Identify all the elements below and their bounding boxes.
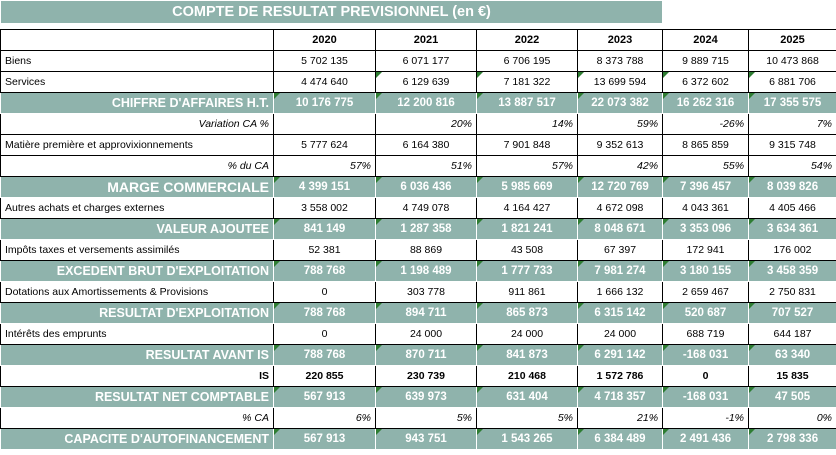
value-cell[interactable]: 5 985 669	[477, 177, 578, 198]
table-row	[1, 324, 836, 345]
year-header-row	[1, 30, 836, 51]
value-cell[interactable]: 6 164 380	[376, 135, 477, 156]
total-row	[1, 387, 836, 408]
value-cell[interactable]: 8 865 859	[663, 135, 749, 156]
value-cell[interactable]: 1 572 786	[578, 366, 663, 387]
table-row	[1, 72, 836, 93]
row-label[interactable]: RESULTAT AVANT IS	[1, 345, 274, 366]
value-cell[interactable]: 0	[274, 324, 376, 345]
value-cell[interactable]: 4 405 466	[749, 198, 836, 219]
row-label[interactable]: RESULTAT D'EXPLOITATION	[1, 303, 274, 324]
row-label[interactable]: EXCEDENT BRUT D'EXPLOITATION	[1, 261, 274, 282]
value-cell[interactable]: 520 687	[663, 303, 749, 324]
value-cell[interactable]: 51%	[376, 156, 477, 177]
value-cell[interactable]: 707 527	[749, 303, 836, 324]
value-cell[interactable]: 5 702 135	[274, 51, 376, 72]
header-label-cell[interactable]	[1, 30, 274, 51]
value-cell[interactable]: 3 180 155	[663, 261, 749, 282]
value-cell[interactable]: 176 002	[749, 240, 836, 261]
value-cell[interactable]: 2 750 831	[749, 282, 836, 303]
value-cell[interactable]: 6 071 177	[376, 51, 477, 72]
total-row	[1, 303, 836, 324]
value-cell[interactable]: -1%	[663, 408, 749, 429]
value-cell[interactable]: 14%	[477, 114, 578, 135]
value-cell[interactable]: 8 039 826	[749, 177, 836, 198]
value-cell[interactable]: 13 699 594	[578, 72, 663, 93]
value-cell[interactable]: 788 768	[274, 261, 376, 282]
value-cell[interactable]: -168 031	[663, 345, 749, 366]
value-cell[interactable]: 10 473 868	[749, 51, 836, 72]
value-cell[interactable]: 6 036 436	[376, 177, 477, 198]
value-cell[interactable]: 54%	[749, 156, 836, 177]
value-cell[interactable]: 7%	[749, 114, 836, 135]
value-cell[interactable]: 52 381	[274, 240, 376, 261]
year-header[interactable]: 2023	[578, 30, 663, 51]
value-cell[interactable]: 4 164 427	[477, 198, 578, 219]
value-cell[interactable]: 788 768	[274, 345, 376, 366]
value-cell[interactable]: 1 666 132	[578, 282, 663, 303]
value-cell[interactable]: 15 835	[749, 366, 836, 387]
value-cell[interactable]: 1 821 241	[477, 219, 578, 240]
sheet-title: COMPTE DE RESULTAT PREVISIONNEL (en €)	[1, 1, 663, 24]
row-label[interactable]: IS	[1, 366, 274, 387]
percentage-row	[1, 114, 836, 135]
value-cell[interactable]: 220 855	[274, 366, 376, 387]
value-cell[interactable]: 5%	[376, 408, 477, 429]
value-cell[interactable]: 9 352 613	[578, 135, 663, 156]
value-cell[interactable]: 841 873	[477, 345, 578, 366]
value-cell[interactable]: 63 340	[749, 345, 836, 366]
value-cell[interactable]: 9 889 715	[663, 51, 749, 72]
value-cell[interactable]: 6 372 602	[663, 72, 749, 93]
total-row	[1, 261, 836, 282]
value-cell[interactable]: 631 404	[477, 387, 578, 408]
row-label[interactable]: Services	[1, 72, 274, 93]
value-cell[interactable]: 911 861	[477, 282, 578, 303]
year-header[interactable]: 2021	[376, 30, 477, 51]
value-cell[interactable]: 57%	[274, 156, 376, 177]
percentage-row	[1, 408, 836, 429]
value-cell[interactable]: 43 508	[477, 240, 578, 261]
row-label[interactable]: MARGE COMMERCIALE	[1, 177, 274, 198]
row-label[interactable]: Matière première et approvixionnements	[1, 135, 274, 156]
title-row	[1, 1, 836, 24]
value-cell[interactable]: 3 558 002	[274, 198, 376, 219]
value-cell[interactable]: 5 777 624	[274, 135, 376, 156]
value-cell[interactable]: 6 384 489	[578, 429, 663, 450]
row-label[interactable]: CHIFFRE D'AFFAIRES H.T.	[1, 93, 274, 114]
value-cell[interactable]: 24 000	[578, 324, 663, 345]
value-cell[interactable]: 865 873	[477, 303, 578, 324]
value-cell[interactable]: 210 468	[477, 366, 578, 387]
value-cell[interactable]: 6 881 706	[749, 72, 836, 93]
value-cell[interactable]: 1 287 358	[376, 219, 477, 240]
value-cell[interactable]: 4 749 078	[376, 198, 477, 219]
value-cell[interactable]: -26%	[663, 114, 749, 135]
value-cell[interactable]: 47 505	[749, 387, 836, 408]
value-cell[interactable]: 4 718 357	[578, 387, 663, 408]
row-label[interactable]: RESULTAT NET COMPTABLE	[1, 387, 274, 408]
value-cell[interactable]: 24 000	[477, 324, 578, 345]
value-cell[interactable]: 688 719	[663, 324, 749, 345]
value-cell[interactable]: 10 176 775	[274, 93, 376, 114]
value-cell[interactable]: 644 187	[749, 324, 836, 345]
value-cell[interactable]: 4 474 640	[274, 72, 376, 93]
value-cell[interactable]: 567 913	[274, 429, 376, 450]
value-cell[interactable]: 567 913	[274, 387, 376, 408]
value-cell[interactable]: 21%	[578, 408, 663, 429]
value-cell[interactable]: 303 778	[376, 282, 477, 303]
value-cell[interactable]: 3 353 096	[663, 219, 749, 240]
year-header[interactable]: 2024	[663, 30, 749, 51]
value-cell[interactable]: 57%	[477, 156, 578, 177]
value-cell[interactable]: 2 798 336	[749, 429, 836, 450]
value-cell[interactable]: 0%	[749, 408, 836, 429]
value-cell[interactable]: 1 198 489	[376, 261, 477, 282]
value-cell[interactable]: 8 048 671	[578, 219, 663, 240]
table-row	[1, 198, 836, 219]
row-label[interactable]: VALEUR AJOUTEE	[1, 219, 274, 240]
value-cell[interactable]: 22 073 382	[578, 93, 663, 114]
total-row	[1, 219, 836, 240]
table-row	[1, 282, 836, 303]
value-cell[interactable]: 0	[274, 282, 376, 303]
value-cell[interactable]: 24 000	[376, 324, 477, 345]
value-cell[interactable]: 7 396 457	[663, 177, 749, 198]
total-row	[1, 177, 836, 198]
value-cell[interactable]: 13 887 517	[477, 93, 578, 114]
row-label[interactable]: CAPACITE D'AUTOFINANCEMENT	[1, 429, 274, 450]
total-row	[1, 345, 836, 366]
value-cell[interactable]: 7 901 848	[477, 135, 578, 156]
total-row	[1, 93, 836, 114]
value-cell[interactable]: 12 720 769	[578, 177, 663, 198]
value-cell[interactable]: 7 181 322	[477, 72, 578, 93]
value-cell[interactable]: 639 973	[376, 387, 477, 408]
value-cell[interactable]: 12 200 816	[376, 93, 477, 114]
year-header[interactable]: 2022	[477, 30, 578, 51]
table-row	[1, 51, 836, 72]
value-cell[interactable]: 16 262 316	[663, 93, 749, 114]
value-cell[interactable]: 4 399 151	[274, 177, 376, 198]
value-cell[interactable]: 8 373 788	[578, 51, 663, 72]
value-cell[interactable]: 2 491 436	[663, 429, 749, 450]
value-cell[interactable]: 6 706 195	[477, 51, 578, 72]
table-row	[1, 366, 836, 387]
value-cell[interactable]: 6%	[274, 408, 376, 429]
value-cell[interactable]: 841 149	[274, 219, 376, 240]
row-label[interactable]: Intérêts des emprunts	[1, 324, 274, 345]
year-header[interactable]: 2025	[749, 30, 836, 51]
value-cell[interactable]: 6 129 639	[376, 72, 477, 93]
value-cell[interactable]: 59%	[578, 114, 663, 135]
value-cell[interactable]: 42%	[578, 156, 663, 177]
total-row	[1, 429, 836, 450]
value-cell[interactable]: 7 981 274	[578, 261, 663, 282]
value-cell[interactable]: 943 751	[376, 429, 477, 450]
value-cell[interactable]: 3 458 359	[749, 261, 836, 282]
value-cell[interactable]: 4 043 361	[663, 198, 749, 219]
value-cell[interactable]: 2 659 467	[663, 282, 749, 303]
value-cell[interactable]: 6 315 142	[578, 303, 663, 324]
value-cell[interactable]: 172 941	[663, 240, 749, 261]
value-cell[interactable]: 6 291 142	[578, 345, 663, 366]
value-cell[interactable]: 4 672 098	[578, 198, 663, 219]
value-cell[interactable]: 0	[663, 366, 749, 387]
year-header[interactable]: 2020	[274, 30, 376, 51]
percentage-row	[1, 156, 836, 177]
table-row	[1, 135, 836, 156]
row-label[interactable]: % du CA	[1, 156, 274, 177]
row-label[interactable]: Variation CA %	[1, 114, 274, 135]
row-label[interactable]: Biens	[1, 51, 274, 72]
value-cell[interactable]: 55%	[663, 156, 749, 177]
value-cell[interactable]: 3 634 361	[749, 219, 836, 240]
value-cell[interactable]: 88 869	[376, 240, 477, 261]
value-cell[interactable]: 230 739	[376, 366, 477, 387]
table-row	[1, 240, 836, 261]
value-cell[interactable]: 5%	[477, 408, 578, 429]
value-cell[interactable]: 788 768	[274, 303, 376, 324]
value-cell[interactable]	[274, 114, 376, 135]
value-cell[interactable]: 20%	[376, 114, 477, 135]
value-cell[interactable]: 1 543 265	[477, 429, 578, 450]
value-cell[interactable]: 894 711	[376, 303, 477, 324]
row-label[interactable]: Autres achats et charges externes	[1, 198, 274, 219]
value-cell[interactable]: 9 315 748	[749, 135, 836, 156]
value-cell[interactable]: -168 031	[663, 387, 749, 408]
row-label[interactable]: Impôts taxes et versements assimilés	[1, 240, 274, 261]
value-cell[interactable]: 1 777 733	[477, 261, 578, 282]
value-cell[interactable]: 870 711	[376, 345, 477, 366]
row-label[interactable]: % CA	[1, 408, 274, 429]
value-cell[interactable]: 17 355 575	[749, 93, 836, 114]
row-label[interactable]: Dotations aux Amortissements & Provisions	[1, 282, 274, 303]
value-cell[interactable]: 67 397	[578, 240, 663, 261]
